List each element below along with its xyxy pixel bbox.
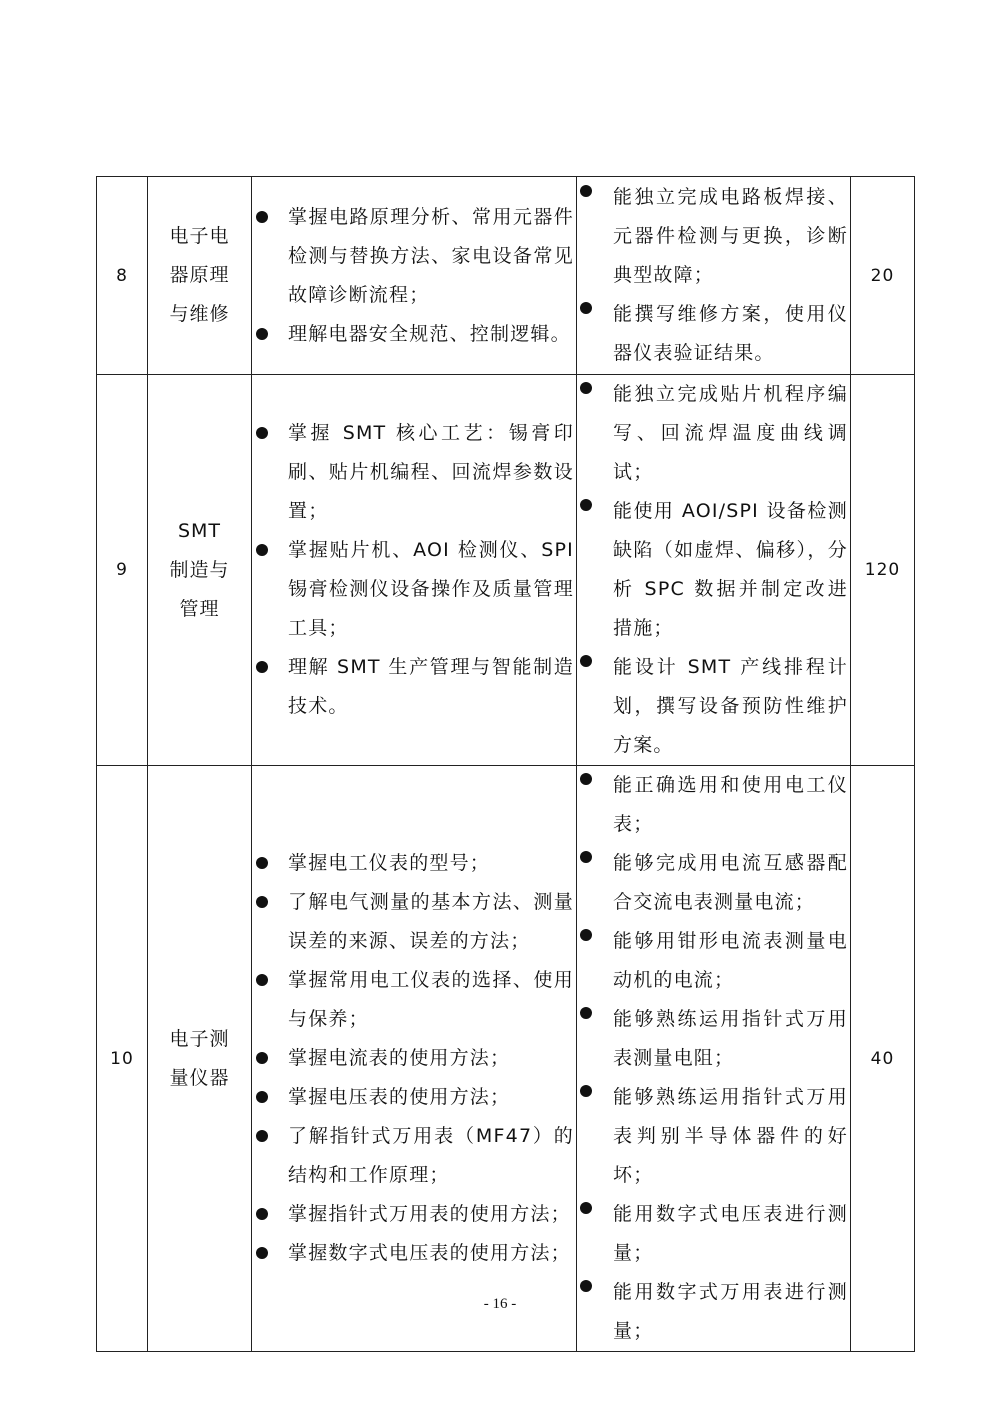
knowledge-cell — [252, 766, 577, 1352]
list-item — [252, 414, 576, 531]
list-item — [577, 492, 850, 648]
list-item — [252, 844, 576, 883]
course-table-body — [97, 177, 915, 1352]
knowledge-text: 了解指针式万用表（MF47）的结构和工作原理； — [288, 1125, 574, 1186]
skill-text: 能够用钳形电流表测量电动机的电流； — [613, 930, 848, 991]
knowledge-text: 掌握贴片机、AOI 检测仪、SPI 锡膏检测仪设备操作及质量管理工具； — [288, 539, 574, 639]
course-name: 电子测量仪器 — [169, 1027, 230, 1089]
bullet-icon — [256, 1052, 268, 1064]
knowledge-text: 掌握数字式电压表的使用方法； — [288, 1242, 571, 1264]
list-item — [577, 1000, 850, 1078]
list-item — [252, 961, 576, 1039]
list-item — [577, 1195, 850, 1273]
list-item — [252, 531, 576, 648]
bullet-icon — [256, 857, 268, 869]
list-item — [252, 198, 576, 315]
list-item — [577, 922, 850, 1000]
list-item — [577, 844, 850, 922]
list-item — [577, 178, 850, 295]
table-row — [97, 177, 915, 375]
row-number: 9 — [97, 375, 148, 766]
skills-list — [577, 766, 850, 1351]
hours-cell: 120 — [851, 375, 915, 766]
bullet-icon — [580, 655, 592, 667]
list-item — [252, 1039, 576, 1078]
bullet-icon — [580, 185, 592, 197]
bullet-icon — [580, 499, 592, 511]
bullet-icon — [580, 302, 592, 314]
knowledge-text: 掌握电工仪表的型号； — [288, 852, 491, 874]
list-item — [252, 883, 576, 961]
bullet-icon — [580, 773, 592, 785]
bullet-icon — [580, 1085, 592, 1097]
bullet-icon — [580, 382, 592, 394]
list-item — [577, 1078, 850, 1195]
hours-cell: 20 — [851, 177, 915, 375]
bullet-icon — [256, 896, 268, 908]
knowledge-text: 掌握电路原理分析、常用元器件检测与替换方法、家电设备常见故障诊断流程； — [288, 205, 574, 306]
knowledge-text: 掌握常用电工仪表的选择、使用与保养； — [288, 969, 574, 1030]
list-item — [252, 1234, 576, 1273]
course-name-cell — [148, 177, 252, 375]
skills-list — [577, 178, 850, 373]
bullet-icon — [580, 1007, 592, 1019]
knowledge-cell — [252, 177, 577, 375]
knowledge-text: 掌握电压表的使用方法； — [288, 1086, 511, 1108]
skill-text: 能独立完成贴片机程序编写、回流焊温度曲线调试； — [613, 383, 848, 483]
skills-list — [577, 375, 850, 765]
list-item — [577, 648, 850, 765]
knowledge-list — [252, 414, 576, 726]
bullet-icon — [256, 1130, 268, 1142]
list-item — [252, 648, 576, 726]
skill-text: 能用数字式电压表进行测量； — [613, 1203, 848, 1264]
skills-cell — [577, 375, 851, 766]
bullet-icon — [256, 1091, 268, 1103]
list-item — [252, 315, 576, 354]
knowledge-text: 理解电器安全规范、控制逻辑。 — [288, 322, 571, 345]
skill-text: 能独立完成电路板焊接、元器件检测与更换，诊断典型故障； — [613, 186, 848, 286]
course-table — [96, 176, 915, 1352]
skill-text: 能够熟练运用指针式万用表判别半导体器件的好坏； — [613, 1086, 848, 1186]
bullet-icon — [256, 211, 268, 223]
knowledge-text: 掌握指针式万用表的使用方法； — [288, 1203, 571, 1225]
skill-text: 能使用 AOI/SPI 设备检测缺陷（如虚焊、偏移），分析 SPC 数据并制定改进措施； — [613, 500, 848, 639]
skills-cell — [577, 177, 851, 375]
list-item — [252, 1117, 576, 1195]
skill-text: 能设计 SMT 产线排程计划，撰写设备预防性维护方案。 — [613, 656, 848, 756]
bullet-icon — [256, 328, 268, 340]
knowledge-list — [252, 198, 576, 354]
row-number: 10 — [97, 766, 148, 1352]
skills-cell — [577, 766, 851, 1352]
bullet-icon — [256, 427, 268, 439]
knowledge-text: 掌握电流表的使用方法； — [288, 1047, 511, 1069]
course-name: 电子电器原理与维修 — [169, 225, 230, 325]
bullet-icon — [580, 851, 592, 863]
course-name-cell — [148, 766, 252, 1352]
knowledge-cell — [252, 375, 577, 766]
bullet-icon — [256, 661, 268, 673]
skill-text: 能够完成用电流互感器配合交流电表测量电流； — [613, 852, 848, 913]
knowledge-text: 掌握 SMT 核心工艺：锡膏印刷、贴片机编程、回流焊参数设置； — [288, 422, 574, 522]
bullet-icon — [256, 974, 268, 986]
skill-text: 能用数字式万用表进行测量； — [613, 1281, 848, 1342]
skill-text: 能正确选用和使用电工仪表； — [613, 774, 848, 835]
bullet-icon — [256, 1247, 268, 1259]
list-item — [252, 1078, 576, 1117]
knowledge-text: 理解 SMT 生产管理与智能制造技术。 — [288, 656, 574, 717]
bullet-icon — [580, 929, 592, 941]
hours-cell: 40 — [851, 766, 915, 1352]
list-item — [577, 375, 850, 492]
knowledge-list — [252, 844, 576, 1273]
bullet-icon — [256, 544, 268, 556]
page-number: - 16 - — [483, 1296, 517, 1312]
list-item — [577, 766, 850, 844]
list-item — [252, 1195, 576, 1234]
course-name: SMT 制造与管理 — [169, 519, 230, 620]
skill-text: 能够熟练运用指针式万用表测量电阻； — [613, 1008, 848, 1069]
table-row — [97, 766, 915, 1352]
list-item — [577, 295, 850, 373]
bullet-icon — [256, 1208, 268, 1220]
bullet-icon — [580, 1280, 592, 1292]
table-row — [97, 375, 915, 766]
skill-text: 能撰写维修方案，使用仪器仪表验证结果。 — [613, 303, 848, 364]
course-name-cell — [148, 375, 252, 766]
knowledge-text: 了解电气测量的基本方法、测量误差的来源、误差的方法； — [288, 891, 574, 952]
row-number: 8 — [97, 177, 148, 375]
bullet-icon — [580, 1202, 592, 1214]
